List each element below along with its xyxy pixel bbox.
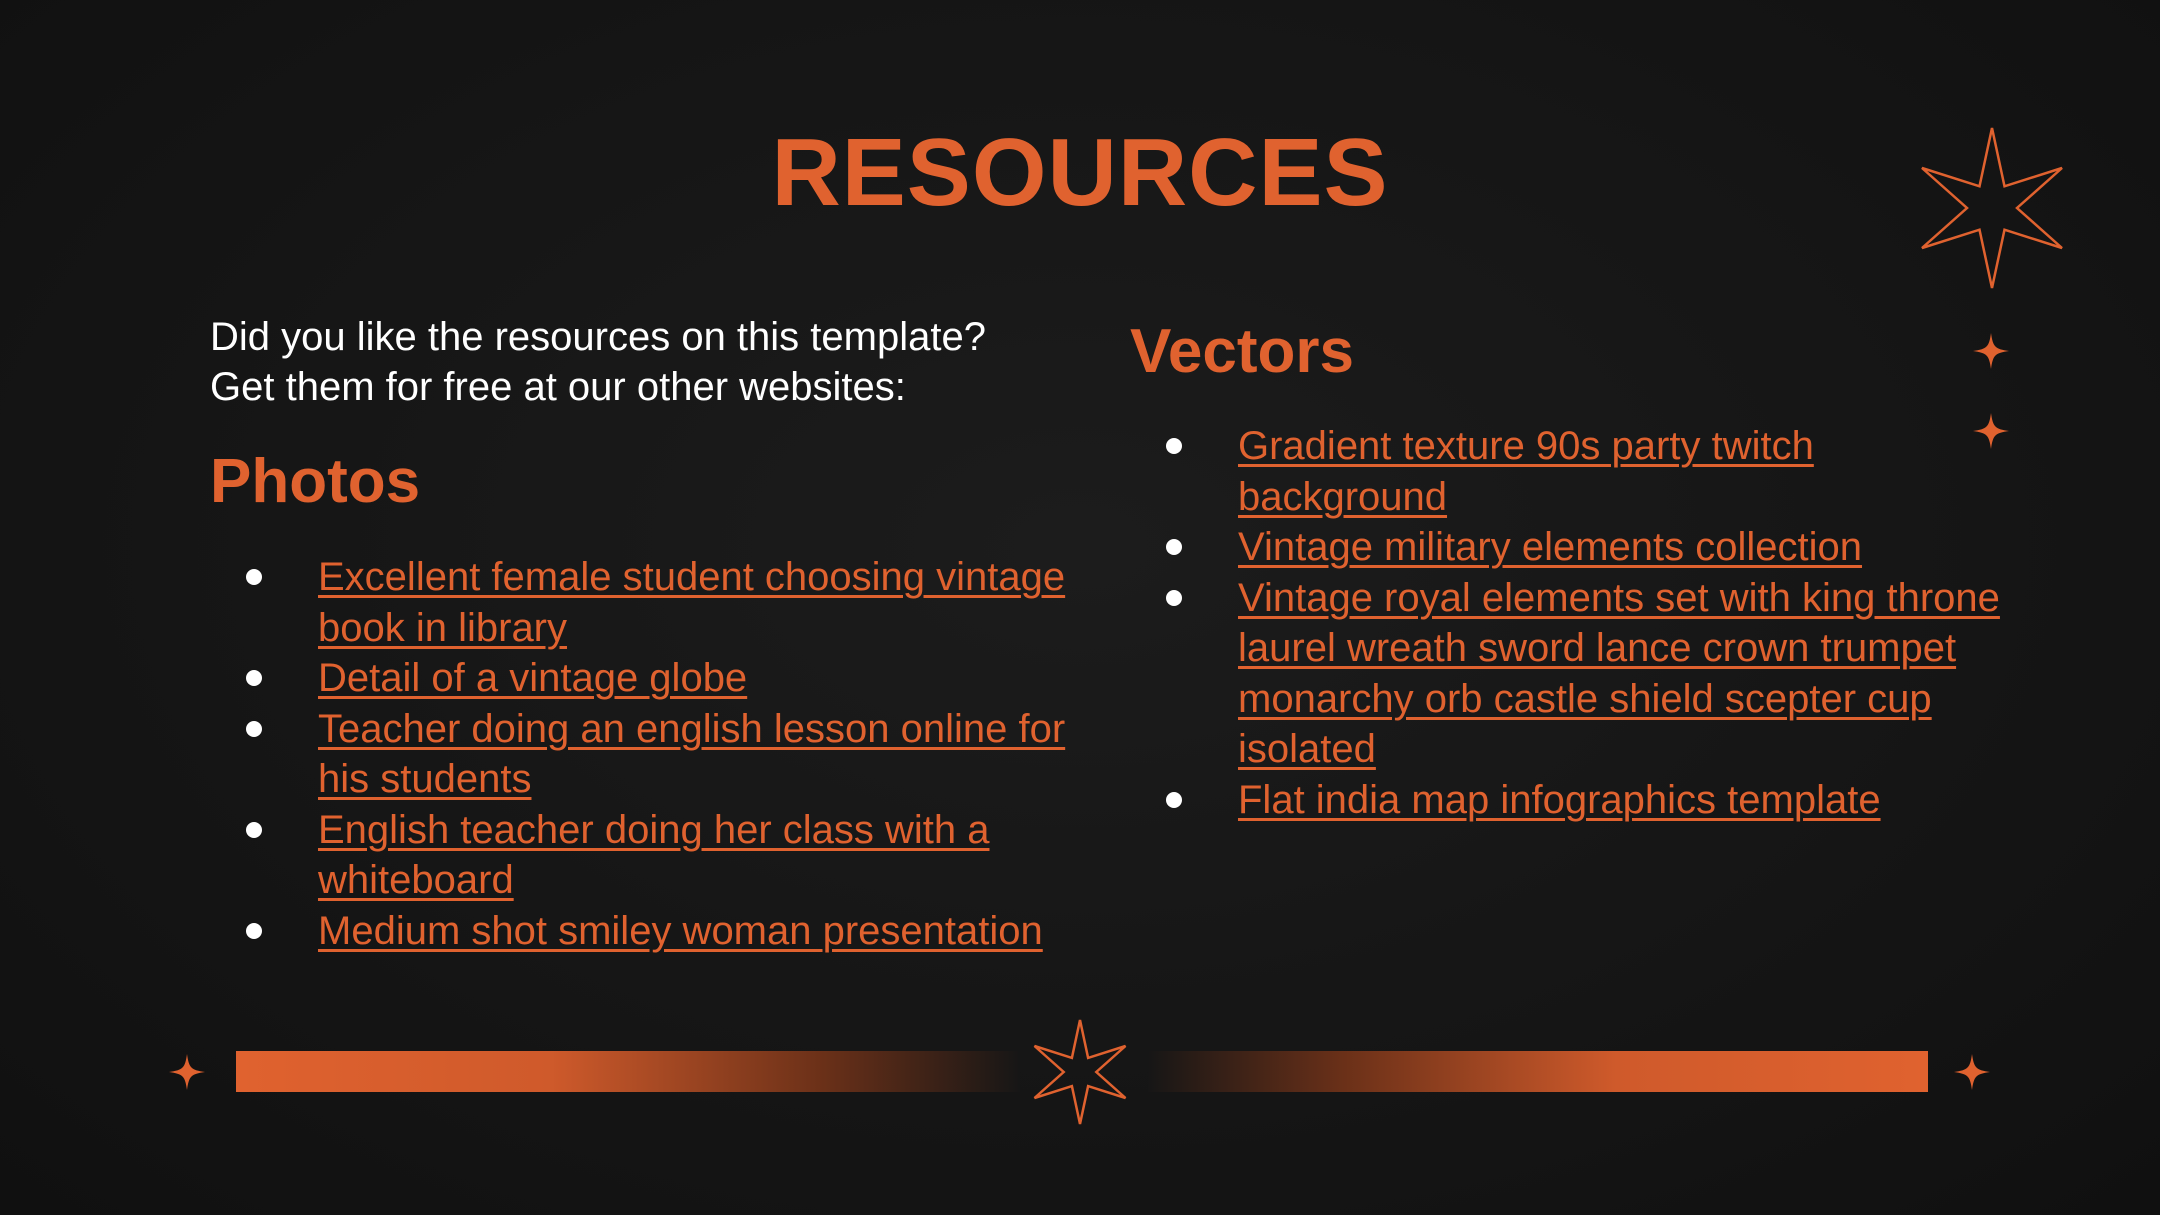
bullet-dot-icon [1166, 438, 1182, 454]
photos-heading: Photos [210, 447, 421, 516]
photo-link-2[interactable]: Detail of a vintage globe [318, 656, 748, 700]
page-title: RESOURCES [771, 119, 1389, 226]
bullet-dot-icon [1166, 792, 1182, 808]
intro-line-1: Did you like the resources on this template? [210, 315, 986, 359]
vector-link-2[interactable]: Vintage military elements collection [1238, 525, 1863, 569]
photo-link-1[interactable]: Excellent female student choosing vintage book in library [318, 555, 1066, 650]
bullet-dot-icon [246, 670, 262, 686]
intro-line-2: Get them for free at our other websites: [210, 365, 906, 409]
vectors-list [1130, 421, 2010, 825]
bullet-dot-icon [246, 822, 262, 838]
list-item [210, 552, 1090, 653]
list-item [210, 805, 1090, 906]
list-item [210, 906, 1090, 957]
vectors-heading: Vectors [1130, 317, 1355, 386]
intro-text [210, 312, 1060, 412]
list-item [210, 704, 1090, 805]
bullet-dot-icon [1166, 590, 1182, 606]
list-item [210, 653, 1090, 704]
photo-link-5[interactable]: Medium shot smiley woman presentation [318, 908, 1043, 953]
six-point-star-outline-icon [1032, 1018, 1128, 1126]
photo-link-3[interactable]: Teacher doing an english lesson online for his students [318, 706, 1066, 801]
gradient-divider-right [1148, 1051, 1928, 1092]
list-item [1130, 573, 2010, 775]
list-item [1130, 421, 2010, 522]
vector-link-4[interactable]: Flat india map infographics template [1238, 777, 1881, 822]
vector-link-3[interactable]: Vintage royal elements set with king throne laurel wreath sword lance crown trumpet monarchy orb castle shield scepter cup isolated [1238, 575, 2000, 771]
vector-link-1[interactable]: Gradient texture 90s party twitch background [1238, 424, 1814, 519]
bullet-dot-icon [246, 923, 262, 939]
bullet-dot-icon [246, 721, 262, 737]
four-point-sparkle-icon [168, 1053, 206, 1091]
bullet-dot-icon [246, 569, 262, 585]
four-point-sparkle-icon [1972, 332, 2010, 370]
gradient-divider-left [236, 1051, 1020, 1092]
list-item [1130, 775, 2010, 826]
list-item [1130, 522, 2010, 573]
bullet-dot-icon [1166, 539, 1182, 555]
photo-link-4[interactable]: English teacher doing her class with a whiteboard [318, 807, 990, 902]
six-point-star-outline-icon [1918, 124, 2066, 292]
four-point-sparkle-icon [1953, 1053, 1991, 1091]
four-point-sparkle-icon [1972, 412, 2010, 450]
photos-list [210, 552, 1090, 956]
